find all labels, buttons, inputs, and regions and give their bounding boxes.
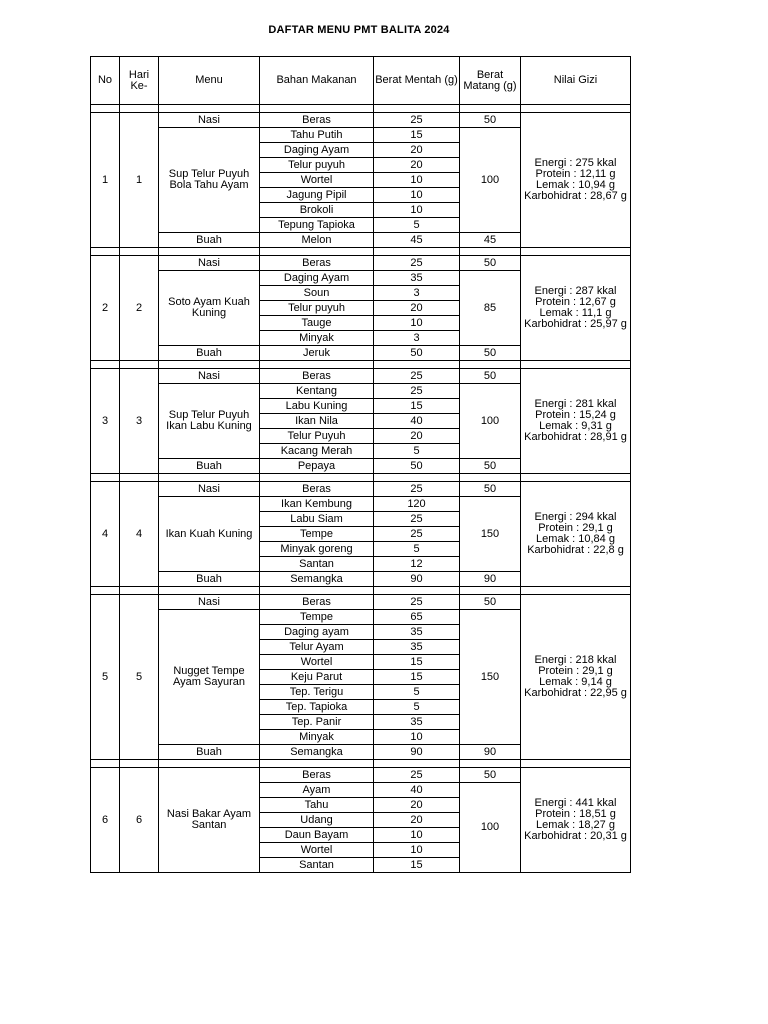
day-number: 6 bbox=[91, 768, 120, 873]
hari-ke: 5 bbox=[120, 595, 159, 760]
berat-mentah: 40 bbox=[374, 414, 460, 429]
berat-matang: 85 bbox=[460, 271, 521, 346]
berat-mentah: 15 bbox=[374, 670, 460, 685]
bahan-makanan: Telur Puyuh bbox=[260, 429, 374, 444]
berat-mentah: 5 bbox=[374, 685, 460, 700]
bahan-makanan: Keju Parut bbox=[260, 670, 374, 685]
berat-mentah: 25 bbox=[374, 768, 460, 783]
separator-cell bbox=[120, 361, 159, 369]
berat-matang: 50 bbox=[460, 482, 521, 497]
document-title: DAFTAR MENU PMT BALITA 2024 bbox=[268, 24, 450, 36]
separator-cell bbox=[521, 474, 631, 482]
separator-cell bbox=[374, 587, 460, 595]
berat-mentah: 20 bbox=[374, 813, 460, 828]
bahan-makanan: Daging Ayam bbox=[260, 143, 374, 158]
menu-name: Sup Telur Puyuh Bola Tahu Ayam bbox=[159, 128, 260, 233]
separator-cell bbox=[460, 474, 521, 482]
berat-mentah: 65 bbox=[374, 610, 460, 625]
separator-cell bbox=[120, 587, 159, 595]
berat-matang: 150 bbox=[460, 610, 521, 745]
separator-cell bbox=[374, 474, 460, 482]
day-number: 2 bbox=[91, 256, 120, 361]
berat-matang: 90 bbox=[460, 572, 521, 587]
berat-mentah: 90 bbox=[374, 745, 460, 760]
berat-mentah: 35 bbox=[374, 640, 460, 655]
day-separator bbox=[91, 587, 631, 595]
day-2-nasi-row bbox=[91, 256, 631, 271]
hari-ke: 2 bbox=[120, 256, 159, 361]
bahan-makanan: Semangka bbox=[260, 572, 374, 587]
hari-ke: 3 bbox=[120, 369, 159, 474]
separator-cell bbox=[120, 474, 159, 482]
bahan-makanan: Minyak bbox=[260, 730, 374, 745]
bahan-makanan: Ayam bbox=[260, 783, 374, 798]
separator-cell bbox=[460, 760, 521, 768]
berat-mentah: 25 bbox=[374, 482, 460, 497]
berat-mentah: 35 bbox=[374, 271, 460, 286]
bahan-makanan: Pepaya bbox=[260, 459, 374, 474]
header-menu: Menu bbox=[159, 57, 260, 105]
day-1-nasi-row bbox=[91, 113, 631, 128]
separator-cell bbox=[120, 760, 159, 768]
separator-cell bbox=[260, 474, 374, 482]
berat-mentah: 3 bbox=[374, 331, 460, 346]
menu-buah-label: Buah bbox=[159, 572, 260, 587]
bahan-makanan: Telur Ayam bbox=[260, 640, 374, 655]
separator-cell bbox=[521, 248, 631, 256]
menu-name: Nugget Tempe Ayam Sayuran bbox=[159, 610, 260, 745]
berat-mentah: 20 bbox=[374, 158, 460, 173]
bahan-makanan: Jagung Pipil bbox=[260, 188, 374, 203]
berat-mentah: 10 bbox=[374, 316, 460, 331]
berat-mentah: 5 bbox=[374, 700, 460, 715]
berat-matang: 50 bbox=[460, 768, 521, 783]
bahan-makanan: Brokoli bbox=[260, 203, 374, 218]
day-number: 4 bbox=[91, 482, 120, 587]
bahan-makanan: Labu Kuning bbox=[260, 399, 374, 414]
bahan-makanan: Jeruk bbox=[260, 346, 374, 361]
separator-cell bbox=[460, 587, 521, 595]
separator-cell bbox=[91, 474, 120, 482]
menu-name: Ikan Kuah Kuning bbox=[159, 497, 260, 572]
separator-cell bbox=[159, 474, 260, 482]
separator-cell bbox=[374, 248, 460, 256]
header-no: No bbox=[91, 57, 120, 105]
berat-matang: 50 bbox=[460, 256, 521, 271]
bahan-makanan: Wortel bbox=[260, 173, 374, 188]
bahan-makanan: Soun bbox=[260, 286, 374, 301]
bahan-makanan: Melon bbox=[260, 233, 374, 248]
day-separator bbox=[91, 474, 631, 482]
day-number: 5 bbox=[91, 595, 120, 760]
separator-cell bbox=[260, 105, 374, 113]
berat-mentah: 20 bbox=[374, 798, 460, 813]
berat-mentah: 15 bbox=[374, 858, 460, 873]
separator-cell bbox=[260, 760, 374, 768]
bahan-makanan: Santan bbox=[260, 858, 374, 873]
separator-cell bbox=[260, 248, 374, 256]
menu-nasi-label: Nasi bbox=[159, 256, 260, 271]
separator-cell bbox=[91, 248, 120, 256]
berat-mentah: 25 bbox=[374, 512, 460, 527]
berat-mentah: 5 bbox=[374, 542, 460, 557]
menu-buah-label: Buah bbox=[159, 346, 260, 361]
berat-matang: 100 bbox=[460, 384, 521, 459]
separator-cell bbox=[521, 760, 631, 768]
berat-mentah: 20 bbox=[374, 143, 460, 158]
bahan-makanan: Tep. Terigu bbox=[260, 685, 374, 700]
day-separator bbox=[91, 760, 631, 768]
berat-mentah: 25 bbox=[374, 527, 460, 542]
berat-matang: 100 bbox=[460, 128, 521, 233]
separator-cell bbox=[374, 105, 460, 113]
bahan-makanan: Tauge bbox=[260, 316, 374, 331]
berat-mentah: 10 bbox=[374, 828, 460, 843]
berat-matang: 50 bbox=[460, 113, 521, 128]
berat-mentah: 25 bbox=[374, 384, 460, 399]
separator-cell bbox=[159, 760, 260, 768]
berat-mentah: 10 bbox=[374, 843, 460, 858]
bahan-makanan: Ikan Nila bbox=[260, 414, 374, 429]
day-number: 1 bbox=[91, 113, 120, 248]
berat-matang: 50 bbox=[460, 459, 521, 474]
separator-cell bbox=[91, 105, 120, 113]
day-6-nasi-row bbox=[91, 768, 631, 783]
berat-mentah: 45 bbox=[374, 233, 460, 248]
separator-cell bbox=[120, 105, 159, 113]
header-berat-matang: Berat Matang (g) bbox=[460, 57, 521, 105]
menu-name: Sup Telur Puyuh Ikan Labu Kuning bbox=[159, 384, 260, 459]
berat-mentah: 15 bbox=[374, 128, 460, 143]
berat-mentah: 5 bbox=[374, 218, 460, 233]
menu-name: Soto Ayam Kuah Kuning bbox=[159, 271, 260, 346]
bahan-makanan: Santan bbox=[260, 557, 374, 572]
bahan-makanan: Daging Ayam bbox=[260, 271, 374, 286]
bahan-makanan: Daging ayam bbox=[260, 625, 374, 640]
separator-cell bbox=[91, 361, 120, 369]
menu-table bbox=[90, 56, 631, 873]
nilai-gizi: Energi : 287 kkal Protein : 12,67 g Lemak : 11,1 g Karbohidrat : 25,97 g bbox=[521, 256, 631, 361]
header-berat-mentah: Berat Mentah (g) bbox=[374, 57, 460, 105]
berat-mentah: 12 bbox=[374, 557, 460, 572]
menu-buah-label: Buah bbox=[159, 745, 260, 760]
bahan-makanan: Ikan Kembung bbox=[260, 497, 374, 512]
header-nilai-gizi: Nilai Gizi bbox=[521, 57, 631, 105]
nilai-gizi: Energi : 294 kkal Protein : 29,1 g Lemak : 10,84 g Karbohidrat : 22,8 g bbox=[521, 482, 631, 587]
berat-matang: 150 bbox=[460, 497, 521, 572]
berat-mentah: 40 bbox=[374, 783, 460, 798]
separator-cell bbox=[159, 361, 260, 369]
hari-ke: 1 bbox=[120, 113, 159, 248]
separator-cell bbox=[460, 248, 521, 256]
bahan-makanan: Beras bbox=[260, 595, 374, 610]
menu-name: Nasi Bakar Ayam Santan bbox=[159, 768, 260, 873]
separator-cell bbox=[120, 248, 159, 256]
berat-mentah: 10 bbox=[374, 173, 460, 188]
separator-cell bbox=[91, 760, 120, 768]
bahan-makanan: Wortel bbox=[260, 843, 374, 858]
menu-nasi-label: Nasi bbox=[159, 595, 260, 610]
berat-matang: 50 bbox=[460, 595, 521, 610]
bahan-makanan: Tahu bbox=[260, 798, 374, 813]
separator-cell bbox=[374, 760, 460, 768]
bahan-makanan: Beras bbox=[260, 256, 374, 271]
separator-cell bbox=[159, 587, 260, 595]
berat-mentah: 15 bbox=[374, 655, 460, 670]
separator-cell bbox=[521, 587, 631, 595]
berat-mentah: 5 bbox=[374, 444, 460, 459]
separator-cell bbox=[159, 248, 260, 256]
bahan-makanan: Minyak goreng bbox=[260, 542, 374, 557]
hari-ke: 6 bbox=[120, 768, 159, 873]
bahan-makanan: Semangka bbox=[260, 745, 374, 760]
berat-mentah: 50 bbox=[374, 346, 460, 361]
menu-buah-label: Buah bbox=[159, 459, 260, 474]
menu-body bbox=[91, 105, 631, 873]
menu-nasi-label: Nasi bbox=[159, 113, 260, 128]
berat-mentah: 25 bbox=[374, 256, 460, 271]
header-bahan: Bahan Makanan bbox=[260, 57, 374, 105]
berat-mentah: 10 bbox=[374, 203, 460, 218]
berat-mentah: 120 bbox=[374, 497, 460, 512]
bahan-makanan: Beras bbox=[260, 768, 374, 783]
bahan-makanan: Minyak bbox=[260, 331, 374, 346]
day-separator bbox=[91, 105, 631, 113]
separator-cell bbox=[521, 105, 631, 113]
separator-cell bbox=[460, 105, 521, 113]
separator-cell bbox=[521, 361, 631, 369]
separator-cell bbox=[260, 587, 374, 595]
berat-mentah: 3 bbox=[374, 286, 460, 301]
separator-cell bbox=[374, 361, 460, 369]
bahan-makanan: Tepung Tapioka bbox=[260, 218, 374, 233]
bahan-makanan: Labu Siam bbox=[260, 512, 374, 527]
berat-matang: 45 bbox=[460, 233, 521, 248]
bahan-makanan: Tempe bbox=[260, 610, 374, 625]
nilai-gizi: Energi : 218 kkal Protein : 29,1 g Lemak : 9,14 g Karbohidrat : 22,95 g bbox=[521, 595, 631, 760]
separator-cell bbox=[91, 587, 120, 595]
menu-nasi-label: Nasi bbox=[159, 482, 260, 497]
bahan-makanan: Tahu Putih bbox=[260, 128, 374, 143]
berat-mentah: 90 bbox=[374, 572, 460, 587]
berat-matang: 50 bbox=[460, 369, 521, 384]
day-5-nasi-row bbox=[91, 595, 631, 610]
berat-mentah: 25 bbox=[374, 595, 460, 610]
nilai-gizi: Energi : 275 kkal Protein : 12,11 g Lemak : 10,94 g Karbohidrat : 28,67 g bbox=[521, 113, 631, 248]
day-number: 3 bbox=[91, 369, 120, 474]
berat-matang: 100 bbox=[460, 783, 521, 873]
bahan-makanan: Wortel bbox=[260, 655, 374, 670]
bahan-makanan: Daun Bayam bbox=[260, 828, 374, 843]
separator-cell bbox=[159, 105, 260, 113]
bahan-makanan: Tep. Tapioka bbox=[260, 700, 374, 715]
berat-mentah: 10 bbox=[374, 730, 460, 745]
nilai-gizi: Energi : 281 kkal Protein : 15,24 g Lemak : 9,31 g Karbohidrat : 28,91 g bbox=[521, 369, 631, 474]
day-3-nasi-row bbox=[91, 369, 631, 384]
bahan-makanan: Kacang Merah bbox=[260, 444, 374, 459]
separator-cell bbox=[260, 361, 374, 369]
day-4-nasi-row bbox=[91, 482, 631, 497]
bahan-makanan: Beras bbox=[260, 113, 374, 128]
berat-mentah: 35 bbox=[374, 625, 460, 640]
berat-mentah: 25 bbox=[374, 113, 460, 128]
bahan-makanan: Telur puyuh bbox=[260, 158, 374, 173]
berat-matang: 90 bbox=[460, 745, 521, 760]
berat-mentah: 20 bbox=[374, 301, 460, 316]
bahan-makanan: Tep. Panir bbox=[260, 715, 374, 730]
berat-mentah: 20 bbox=[374, 429, 460, 444]
day-separator bbox=[91, 248, 631, 256]
bahan-makanan: Beras bbox=[260, 482, 374, 497]
bahan-makanan: Beras bbox=[260, 369, 374, 384]
header-row bbox=[91, 57, 631, 105]
berat-mentah: 25 bbox=[374, 369, 460, 384]
bahan-makanan: Telur puyuh bbox=[260, 301, 374, 316]
bahan-makanan: Udang bbox=[260, 813, 374, 828]
bahan-makanan: Tempe bbox=[260, 527, 374, 542]
berat-mentah: 35 bbox=[374, 715, 460, 730]
day-separator bbox=[91, 361, 631, 369]
berat-mentah: 50 bbox=[374, 459, 460, 474]
berat-matang: 50 bbox=[460, 346, 521, 361]
header-hari: Hari Ke- bbox=[120, 57, 159, 105]
nilai-gizi: Energi : 441 kkal Protein : 18,51 g Lemak : 18,27 g Karbohidrat : 20,31 g bbox=[521, 768, 631, 873]
separator-cell bbox=[460, 361, 521, 369]
menu-buah-label: Buah bbox=[159, 233, 260, 248]
berat-mentah: 15 bbox=[374, 399, 460, 414]
bahan-makanan: Kentang bbox=[260, 384, 374, 399]
berat-mentah: 10 bbox=[374, 188, 460, 203]
menu-nasi-label: Nasi bbox=[159, 369, 260, 384]
hari-ke: 4 bbox=[120, 482, 159, 587]
